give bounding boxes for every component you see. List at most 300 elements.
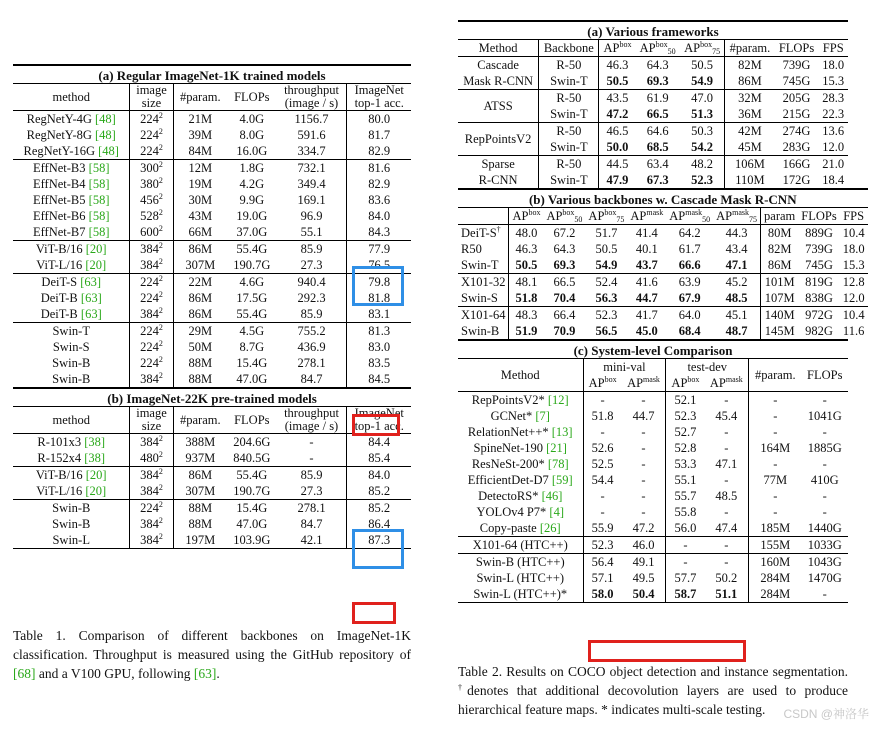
ap50-cell: 61.9: [646, 90, 669, 105]
backbone-cell: R-50: [539, 123, 599, 140]
citation-link[interactable]: [4]: [549, 504, 564, 519]
table-row: [458, 290, 868, 307]
flops-cell: 55.4G: [236, 467, 268, 482]
method-cell: Mask R-CNN: [458, 73, 539, 90]
flops-cell: -: [822, 392, 827, 407]
params-cell: 50M: [188, 339, 213, 354]
params-cell: 110M: [735, 172, 765, 187]
method-cell: ViT-B/16 [20]: [13, 467, 130, 484]
backbone-cell: Swin-S: [458, 290, 509, 307]
testdev-mask-cell: -: [705, 537, 749, 554]
minival-mask-cell: -: [622, 488, 666, 504]
flops-cell: -: [822, 586, 827, 601]
citation-link[interactable]: [58]: [88, 208, 110, 223]
backbone-cell: X101-64: [458, 307, 509, 324]
method-cell: Swin-B: [13, 516, 130, 532]
table-row: [458, 504, 848, 520]
apmask75-cell: 48.5: [713, 290, 760, 307]
citation-link[interactable]: [58]: [88, 192, 110, 207]
accuracy-cell: 84.0: [368, 467, 391, 482]
apbox-cell: 48.1: [515, 274, 538, 289]
throughput-cell: 42.1: [277, 532, 347, 549]
method-cell: Cascade: [458, 57, 539, 74]
table-row: [13, 371, 411, 388]
testdev-mask-cell: 47.1: [705, 456, 749, 472]
accuracy-cell: 85.2: [368, 500, 391, 515]
image-size-cell: $224^2$: [130, 127, 173, 143]
table-row: [13, 306, 411, 323]
ap50-cell: 68.5: [646, 139, 669, 154]
table-row: [458, 225, 868, 242]
flops-cell: 8.0G: [239, 127, 265, 142]
minival-mask-cell: -: [622, 440, 666, 456]
flops-cell: 1.8G: [239, 160, 265, 175]
flops-cell: 819G: [805, 274, 833, 289]
apbox75-cell: 54.9: [595, 257, 618, 272]
minival-mask-cell: 49.1: [622, 554, 666, 571]
backbone-cell: DeiT-S†: [458, 225, 509, 242]
table-2b-grid: [458, 188, 868, 339]
accuracy-cell: 79.8: [368, 274, 391, 289]
throughput-cell: 169.1: [277, 192, 347, 208]
accuracy-cell: 81.8: [368, 290, 391, 305]
table-2: [458, 20, 865, 603]
testdev-mask-cell: -: [705, 504, 749, 520]
apbox50-cell: 70.9: [553, 323, 576, 338]
col-header-accuracy: ImageNet top-1 acc.: [354, 83, 404, 110]
backbone-cell: Swin-T: [539, 106, 599, 123]
flops-cell: 4.6G: [239, 274, 265, 289]
params-cell: -: [773, 488, 778, 503]
throughput-cell: 334.7: [277, 143, 347, 160]
apbox-cell: 48.0: [515, 225, 538, 240]
backbone-cell: Swin-T: [458, 257, 509, 274]
highlight-box-blue: [352, 529, 404, 569]
params-cell: 86M: [738, 73, 762, 88]
method-cell: ViT-L/16 [20]: [13, 257, 130, 274]
method-cell: R-CNN: [458, 172, 539, 188]
flops-cell: 47.0G: [236, 516, 268, 531]
backbone-cell: X101-32: [458, 274, 509, 291]
citation-link[interactable]: [59]: [551, 472, 573, 487]
method-cell: EffNet-B4 [58]: [13, 176, 130, 192]
col-header-params: #param.: [729, 40, 771, 55]
fps-cell: 12.8: [842, 274, 865, 289]
citation-link[interactable]: [48]: [95, 111, 116, 126]
throughput-cell: 755.2: [277, 323, 347, 340]
table-row: [458, 172, 848, 188]
citation-link[interactable]: [58]: [88, 224, 110, 239]
citation-link[interactable]: [68]: [13, 666, 36, 681]
apbox-cell: 48.3: [515, 307, 538, 322]
throughput-cell: 349.4: [277, 176, 347, 192]
citation-link[interactable]: [63]: [193, 666, 217, 681]
throughput-cell: -: [277, 450, 347, 467]
flops-cell: -: [822, 424, 827, 439]
minival-box-cell: -: [600, 392, 605, 407]
throughput-cell: 278.1: [277, 500, 347, 517]
citation-link[interactable]: [38]: [84, 434, 106, 449]
testdev-box-cell: 58.7: [674, 586, 697, 601]
apbox50-cell: 64.3: [553, 241, 576, 256]
col-header-throughput: throughput (image / s): [277, 84, 347, 111]
table-row: [458, 408, 848, 424]
method-cell: Swin-T: [13, 323, 130, 340]
method-cell: Swin-L (HTC++)*: [458, 586, 583, 603]
throughput-cell: 732.1: [277, 160, 347, 177]
throughput-cell: 84.7: [277, 516, 347, 532]
testdev-box-cell: 53.3: [674, 456, 697, 471]
flops-cell: 9.9G: [239, 192, 265, 207]
testdev-mask-cell: -: [705, 392, 749, 409]
ap75-cell: 54.2: [680, 139, 725, 156]
col-header-fps: FPS: [822, 40, 844, 55]
flops-cell: 840.5G: [233, 450, 271, 465]
throughput-cell: 1156.7: [277, 111, 347, 128]
params-cell: -: [773, 456, 778, 471]
testdev-box-cell: 52.3: [674, 408, 697, 423]
method-cell: DeiT-B [63]: [13, 306, 130, 323]
flops-cell: 739G: [782, 57, 811, 72]
col-header-apmask: $AP^{mask}$: [630, 207, 664, 223]
testdev-box-cell: 57.7: [674, 570, 697, 585]
image-size-cell: $224^2$: [130, 339, 173, 355]
minival-box-cell: 56.4: [591, 554, 614, 569]
flops-cell: 47.0G: [236, 371, 268, 386]
citation-link[interactable]: [12]: [547, 392, 569, 407]
image-size-cell: $384^2$: [130, 371, 173, 388]
col-header-accuracy: ImageNet top-1 acc.: [354, 406, 404, 433]
method-cell: SpineNet-190 [21]: [458, 440, 583, 456]
table-row: [458, 520, 848, 537]
flops-cell: 745G: [805, 257, 833, 272]
method-cell: Swin-B: [13, 500, 130, 517]
method-cell: RegNetY-16G [48]: [13, 143, 130, 160]
flops-cell: 982G: [805, 323, 833, 338]
params-cell: 39M: [188, 127, 213, 142]
apmask50-cell: 68.4: [678, 323, 701, 338]
minival-mask-cell: 49.5: [622, 570, 666, 586]
table-row: [458, 123, 848, 140]
citation-link[interactable]: [20]: [85, 257, 107, 272]
table-row: [13, 500, 411, 517]
ap75-cell: 50.3: [680, 123, 725, 140]
table-row: [458, 90, 848, 107]
testdev-box-cell: 55.8: [674, 504, 697, 519]
method-cell: R-101x3 [38]: [13, 434, 130, 451]
apmask-cell: 41.7: [635, 307, 658, 322]
table-row: [458, 392, 848, 409]
apmask-cell: 44.7: [635, 290, 658, 305]
caption-text: and a V100 GPU, following: [35, 666, 194, 681]
fps-cell: 15.3: [822, 73, 845, 88]
table-row: [458, 323, 868, 339]
method-cell: Swin-L (HTC++): [458, 570, 583, 586]
col-header-params: param: [764, 208, 796, 223]
ap75-cell: 48.2: [680, 156, 725, 173]
fps-cell: 12.0: [842, 290, 865, 305]
image-size-cell: $224^2$: [130, 323, 173, 340]
table-row: [458, 57, 848, 74]
accuracy-cell: 85.4: [368, 450, 391, 465]
backbone-cell: R-50: [539, 57, 599, 74]
citation-link[interactable]: [46]: [541, 488, 563, 503]
table-row: [458, 472, 848, 488]
section-title: (a) Regular ImageNet-1K trained models: [98, 67, 326, 83]
table-row: [458, 307, 868, 324]
flops-cell: 274G: [782, 123, 811, 138]
minival-mask-cell: -: [622, 472, 666, 488]
col-header-ap75: $AP^{box}_{75}$: [680, 40, 725, 57]
backbone-cell: R-50: [539, 90, 599, 107]
citation-link[interactable]: [26]: [539, 520, 561, 535]
method-cell: Sparse: [458, 156, 539, 173]
params-cell: 140M: [764, 307, 795, 322]
params-cell: 101M: [764, 274, 795, 289]
accuracy-cell: 76.5: [368, 257, 391, 272]
flops-cell: 4.0G: [239, 111, 265, 126]
apmask50-cell: 64.0: [678, 307, 701, 322]
citation-link[interactable]: [13]: [551, 424, 573, 439]
apmask75-cell: 48.7: [713, 323, 760, 339]
params-cell: 185M: [760, 520, 791, 535]
watermark: CSDN @神洛华: [783, 707, 869, 721]
flops-cell: 55.4G: [236, 241, 268, 256]
col-header-apbox: $AP^{box}$: [671, 374, 700, 390]
minival-box-cell: 55.9: [591, 520, 614, 535]
ap50-cell: 67.3: [646, 172, 669, 187]
params-cell: 86M: [188, 467, 213, 482]
highlight-box-blue: [352, 266, 404, 306]
image-size-cell: $480^2$: [130, 450, 173, 467]
params-cell: -: [773, 392, 778, 407]
table-row: [458, 73, 848, 90]
col-header-apmask: $AP^{mask}$: [622, 375, 666, 392]
col-header-image-size: image size: [130, 407, 173, 434]
citation-link[interactable]: [48]: [95, 127, 116, 142]
method-cell: Swin-B: [13, 355, 130, 371]
table-2c-grid: [458, 339, 848, 603]
citation-link[interactable]: [20]: [85, 483, 107, 498]
apmask75-cell: 47.1: [713, 257, 760, 274]
citation-link[interactable]: [20]: [85, 241, 107, 256]
citation-link[interactable]: [63]: [80, 306, 102, 321]
apbox75-cell: 56.5: [595, 323, 618, 338]
col-header-apbox75: $AP^{box}_{75}$: [588, 207, 625, 224]
citation-link[interactable]: [78]: [547, 456, 569, 471]
testdev-mask-cell: 50.2: [705, 570, 749, 586]
apmask-cell: 40.1: [635, 241, 658, 256]
method-cell: X101-64 (HTC++): [458, 537, 583, 554]
params-cell: 80M: [767, 225, 792, 240]
method-cell: ViT-L/16 [20]: [13, 483, 130, 500]
apmask50-cell: 64.2: [678, 225, 701, 240]
fps-cell: 22.3: [822, 106, 845, 121]
backbone-cell: Swin-B: [458, 323, 509, 339]
col-header-image-size: image size: [130, 84, 173, 111]
method-cell: ViT-B/16 [20]: [13, 241, 130, 258]
col-header-testdev: test-dev: [666, 359, 749, 376]
accuracy-cell: 83.0: [368, 339, 391, 354]
ap75-cell: 52.3: [680, 172, 725, 188]
minival-mask-cell: -: [622, 424, 666, 440]
table-row: [13, 208, 411, 224]
apbox75-cell: 52.4: [595, 274, 618, 289]
params-cell: 307M: [185, 483, 216, 498]
method-cell: Swin-B: [13, 371, 130, 388]
table-row: [13, 192, 411, 208]
table-1-grid: [13, 64, 411, 549]
accuracy-cell: 81.6: [368, 160, 391, 175]
flops-cell: 190.7G: [233, 483, 271, 498]
citation-link[interactable]: [21]: [546, 440, 567, 455]
params-cell: 86M: [188, 241, 213, 256]
image-size-cell: $384^2$: [130, 467, 173, 484]
image-size-cell: $384^2$: [130, 306, 173, 323]
flops-cell: -: [822, 456, 827, 471]
col-header-flops: FLOPs: [234, 89, 270, 104]
minival-box-cell: 51.8: [591, 408, 614, 423]
section-title: (a) Various frameworks: [587, 23, 719, 39]
testdev-box-cell: 52.8: [674, 440, 697, 455]
accuracy-cell: 82.9: [368, 176, 391, 191]
col-header-apmask75: $AP^{mask}_{75}$: [713, 208, 760, 225]
method-cell: Swin-B (HTC++): [458, 554, 583, 571]
backbone-cell: Swin-T: [539, 139, 599, 156]
flops-cell: 889G: [805, 225, 833, 240]
fps-cell: 18.0: [842, 241, 865, 256]
ap-cell: 46.5: [606, 123, 629, 138]
image-size-cell: $384^2$: [130, 483, 173, 500]
accuracy-cell: 77.9: [368, 241, 391, 256]
accuracy-cell: 80.0: [368, 111, 391, 126]
flops-cell: 205G: [782, 90, 811, 105]
highlight-box-red: [588, 640, 746, 662]
table-row: [458, 570, 848, 586]
flops-cell: -: [822, 504, 827, 519]
table-row: [458, 257, 868, 274]
params-cell: 388M: [185, 434, 216, 449]
citation-link[interactable]: [63]: [80, 274, 102, 289]
ap-cell: 44.5: [606, 156, 629, 171]
table-1: [13, 64, 411, 549]
flops-cell: 15.4G: [236, 355, 268, 370]
params-cell: 36M: [738, 106, 762, 121]
ap75-cell: 50.5: [680, 57, 725, 74]
table-row: [458, 156, 848, 173]
fps-cell: 10.4: [842, 225, 865, 240]
minival-mask-cell: 44.7: [622, 408, 666, 424]
fps-cell: 11.6: [842, 323, 865, 338]
method-cell: YOLOv4 P7* [4]: [458, 504, 583, 520]
table-row: [458, 456, 848, 472]
section-title: (b) ImageNet-22K pre-trained models: [107, 390, 317, 406]
testdev-mask-cell: -: [705, 440, 749, 456]
testdev-box-cell: 52.1: [674, 392, 697, 407]
params-cell: 145M: [764, 323, 795, 338]
flops-cell: 19.0G: [236, 208, 268, 223]
col-header-fps: FPS: [843, 208, 865, 223]
method-cell: RelationNet++* [13]: [458, 424, 583, 440]
col-header-params: #param.: [179, 412, 221, 427]
col-header-apbox50: $AP^{box}_{50}$: [546, 207, 583, 224]
ap-cell: 46.3: [606, 57, 629, 72]
ap50-cell: 63.4: [646, 156, 669, 171]
ap-cell: 43.5: [606, 90, 629, 105]
apbox-cell: 51.8: [515, 290, 538, 305]
table-row: [13, 323, 411, 340]
params-cell: 19M: [188, 176, 213, 191]
flops-cell: 745G: [782, 73, 811, 88]
col-header-flops: FLOPs: [807, 367, 843, 382]
params-cell: 82M: [738, 57, 762, 72]
col-header-method: Method: [458, 359, 583, 392]
apmask50-cell: 67.9: [678, 290, 701, 305]
testdev-mask-cell: -: [705, 472, 749, 488]
minival-box-cell: 58.0: [591, 586, 614, 601]
citation-link[interactable]: [48]: [98, 143, 119, 158]
params-cell: 107M: [764, 290, 795, 305]
col-header-backbone: [458, 208, 509, 225]
image-size-cell: $384^2$: [130, 532, 173, 549]
table-row: [13, 241, 411, 258]
params-cell: 88M: [188, 516, 213, 531]
table-row: [458, 586, 848, 603]
params-cell: 197M: [185, 532, 216, 547]
flops-cell: 1041G: [807, 408, 842, 423]
citation-link[interactable]: [58]: [88, 176, 110, 191]
ap-cell: 50.0: [606, 139, 629, 154]
testdev-mask-cell: 51.1: [705, 586, 749, 603]
image-size-cell: $224^2$: [130, 111, 173, 128]
params-cell: 84M: [188, 143, 213, 158]
ap-cell: 47.9: [606, 172, 629, 187]
table-row: [13, 450, 411, 467]
accuracy-cell: 84.3: [368, 224, 391, 239]
citation-link[interactable]: [63]: [80, 290, 102, 305]
params-cell: 106M: [735, 156, 765, 171]
table-row: [13, 467, 411, 484]
citation-link[interactable]: [7]: [535, 408, 550, 423]
testdev-box-cell: 55.7: [674, 488, 697, 503]
method-cell: DeiT-S [63]: [13, 274, 130, 291]
flops-cell: 4.5G: [239, 323, 265, 338]
citation-link[interactable]: [38]: [84, 450, 106, 465]
params-cell: 307M: [185, 257, 216, 272]
highlight-box-red: [352, 414, 400, 436]
accuracy-cell: 85.2: [368, 483, 391, 498]
col-header-minival: mini-val: [583, 359, 666, 376]
image-size-cell: $300^2$: [130, 160, 173, 177]
image-size-cell: $384^2$: [130, 516, 173, 532]
method-cell: EffNet-B6 [58]: [13, 208, 130, 224]
section-title: (c) System-level Comparison: [573, 342, 733, 358]
col-header-apbox: $AP^{box}$: [588, 374, 617, 390]
params-cell: 86M: [188, 290, 213, 305]
col-header-apbox: $AP^{box}$: [512, 207, 541, 223]
flops-cell: 1440G: [807, 520, 842, 535]
citation-link[interactable]: [58]: [88, 160, 110, 175]
citation-link[interactable]: [20]: [85, 467, 107, 482]
minival-mask-cell: -: [622, 504, 666, 520]
minival-box-cell: -: [600, 424, 605, 439]
method-cell: DetectoRS* [46]: [458, 488, 583, 504]
flops-cell: 739G: [805, 241, 833, 256]
ap-cell: 50.5: [606, 73, 629, 88]
params-cell: 22M: [188, 274, 213, 289]
minival-mask-cell: 47.2: [622, 520, 666, 537]
table-row: [458, 554, 848, 571]
